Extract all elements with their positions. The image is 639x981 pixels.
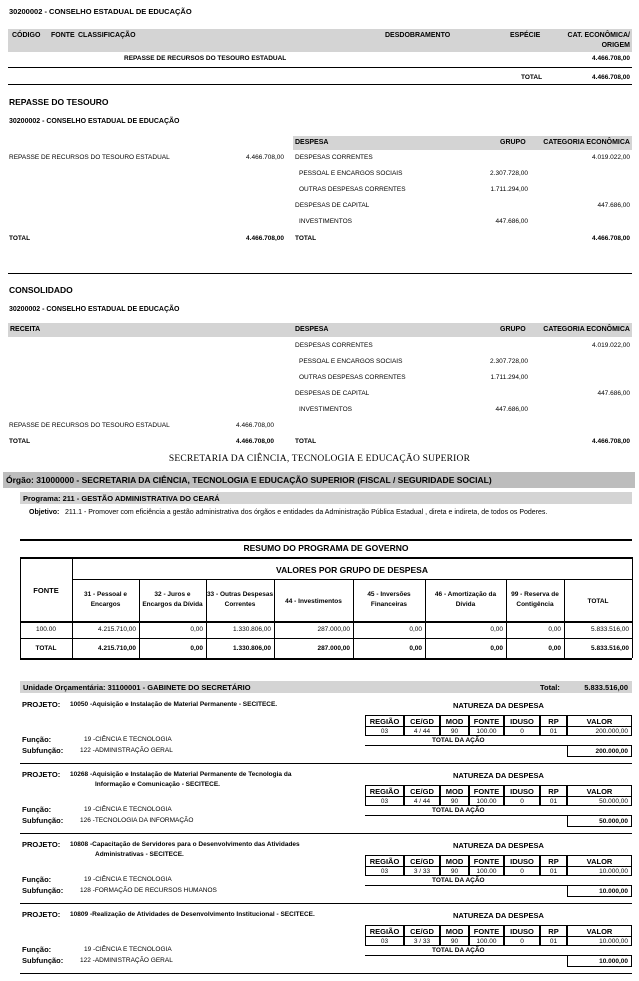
natureza-cell: 01 xyxy=(540,796,567,806)
resumo-row-value: 0,00 xyxy=(409,645,422,652)
natureza-cell: 0 xyxy=(504,726,540,736)
natureza-cell: 100.00 xyxy=(469,796,504,806)
projeto-title: -Realização de Atividades de Desenvolvimento Institucional - SECITECE. xyxy=(90,911,315,918)
projeto-separator xyxy=(20,763,632,764)
natureza-col-header: REGIÃO xyxy=(365,715,404,727)
resumo-row-value: 5.833.516,00 xyxy=(591,645,629,652)
natureza-cell: 01 xyxy=(540,866,567,876)
s3-total-label: TOTAL xyxy=(9,438,31,445)
natureza-cell: 03 xyxy=(365,726,404,736)
funcao-value: 19 -CIÊNCIA E TECNOLOGIA xyxy=(84,736,172,743)
s1-h-cat: CAT. ECONÔMICA/ xyxy=(567,32,630,39)
total-acao-value: 50.000,00 xyxy=(567,815,632,827)
resumo-col-header: 46 - Amortização da Dívida xyxy=(434,591,497,608)
natureza-col-header: RP xyxy=(540,715,567,727)
subfuncao-value: 128 -FORMAÇÃO DE RECURSOS HUMANOS xyxy=(80,887,217,894)
s2-row-label: INVESTIMENTOS xyxy=(299,218,352,225)
s3-row-cat: 447.686,00 xyxy=(597,390,630,397)
natureza-col-header: RP xyxy=(540,785,567,797)
s2-total-right: 4.466.708,00 xyxy=(592,235,630,242)
natureza-col-header: FONTE xyxy=(469,925,504,937)
unidade-total-label: Total: xyxy=(540,683,560,692)
resumo-row-value: 4.215.710,00 xyxy=(98,645,136,652)
s3-row-label: OUTRAS DESPESAS CORRENTES xyxy=(299,374,406,381)
natureza-title: NATUREZA DA DESPESA xyxy=(453,841,544,850)
natureza-cell: 90 xyxy=(440,796,469,806)
resumo-row-fonte: TOTAL xyxy=(35,645,57,652)
projeto-separator xyxy=(20,833,632,834)
natureza-cell: 3 / 33 xyxy=(404,866,440,876)
resumo-row-fonte: 100.00 xyxy=(36,626,56,633)
programa-title: Programa: 211 - GESTÃO ADMINISTRATIVA DO CEARÁ xyxy=(23,494,220,503)
natureza-cell: 90 xyxy=(440,936,469,946)
total-acao-line xyxy=(365,745,567,746)
natureza-cell: 0 xyxy=(504,796,540,806)
s1-total-label: TOTAL xyxy=(521,74,543,81)
funcao-value: 19 -CIÊNCIA E TECNOLOGIA xyxy=(84,876,172,883)
natureza-col-header: IDUSO xyxy=(504,925,540,937)
resumo-row-value: 0,00 xyxy=(490,645,503,652)
resumo-row-value: 0,00 xyxy=(409,626,422,633)
total-acao-value: 10.000,00 xyxy=(567,955,632,967)
natureza-cell: 50.000,00 xyxy=(567,796,632,806)
s3-row-label: PESSOAL E ENCARGOS SOCIAIS xyxy=(299,358,403,365)
s3-total-label2: TOTAL xyxy=(295,438,317,445)
total-acao-value: 10.000,00 xyxy=(567,885,632,897)
resumo-vline xyxy=(72,557,73,658)
natureza-cell: 100.00 xyxy=(469,866,504,876)
projeto-label: PROJETO: xyxy=(22,700,61,709)
resumo-row-value: 5.833.516,00 xyxy=(591,626,629,633)
s1-row-label: REPASSE DE RECURSOS DO TESOURO ESTADUAL xyxy=(124,55,287,62)
natureza-cell: 4 / 44 xyxy=(404,726,440,736)
s3-left-value: 4.466.708,00 xyxy=(236,422,274,429)
resumo-vline xyxy=(425,579,426,658)
natureza-cell: 01 xyxy=(540,936,567,946)
funcao-label: Função: xyxy=(22,735,52,744)
resumo-col-header: TOTAL xyxy=(587,598,609,605)
natureza-col-header: IDUSO xyxy=(504,715,540,727)
s2-row-grupo: 2.307.728,00 xyxy=(490,170,528,177)
natureza-col-header: REGIÃO xyxy=(365,925,404,937)
s2-h-cat: CATEGORIA ECONÔMICA xyxy=(543,139,630,146)
unidade-total-value: 5.833.516,00 xyxy=(584,683,628,692)
natureza-col-header: CE/GD xyxy=(404,925,440,937)
natureza-col-header: VALOR xyxy=(567,855,632,867)
s3-row-label: INVESTIMENTOS xyxy=(299,406,352,413)
s1-row-value: 4.466.708,00 xyxy=(592,55,630,62)
resumo-row-value: 0,00 xyxy=(548,626,561,633)
natureza-cell: 90 xyxy=(440,726,469,736)
natureza-col-header: REGIÃO xyxy=(365,855,404,867)
natureza-col-header: MOD xyxy=(440,715,469,727)
s3-row-grupo: 2.307.728,00 xyxy=(490,358,528,365)
projeto-label: PROJETO: xyxy=(22,910,61,919)
natureza-title: NATUREZA DA DESPESA xyxy=(453,911,544,920)
s3-row-cat: 4.019.022,00 xyxy=(592,342,630,349)
s2-row-grupo: 447.686,00 xyxy=(495,218,528,225)
s1-h-codigo: CÓDIGO xyxy=(12,32,41,39)
total-acao-label: TOTAL DA AÇÃO xyxy=(432,807,485,814)
s3-org: 30200002 - CONSELHO ESTADUAL DE EDUCAÇÃO xyxy=(9,306,180,313)
s2-left-label: REPASSE DE RECURSOS DO TESOURO ESTADUAL xyxy=(9,154,170,161)
natureza-col-header: RP xyxy=(540,925,567,937)
s1-org-title: 30200002 - CONSELHO ESTADUAL DE EDUCAÇÃO xyxy=(9,7,192,16)
resumo-row-value: 4.215.710,00 xyxy=(98,626,136,633)
natureza-col-header: IDUSO xyxy=(504,855,540,867)
funcao-value: 19 -CIÊNCIA E TECNOLOGIA xyxy=(84,806,172,813)
resumo-vline xyxy=(506,579,507,658)
resumo-row-value: 0,00 xyxy=(548,645,561,652)
s2-row-cat: 4.019.022,00 xyxy=(592,154,630,161)
total-acao-label: TOTAL DA AÇÃO xyxy=(432,947,485,954)
subfuncao-label: Subfunção: xyxy=(22,886,64,895)
s3-row-label: DESPESAS CORRENTES xyxy=(295,342,373,349)
s3-h-despesa: DESPESA xyxy=(295,326,329,333)
projeto-separator xyxy=(20,903,632,904)
resumo-row-value: 0,00 xyxy=(490,626,503,633)
resumo-vline xyxy=(632,557,633,658)
resumo-vline xyxy=(353,579,354,658)
s2-org: 30200002 - CONSELHO ESTADUAL DE EDUCAÇÃO xyxy=(9,118,180,125)
subfuncao-label: Subfunção: xyxy=(22,956,64,965)
s3-row-grupo: 1.711.294,00 xyxy=(490,374,528,381)
resumo-col-header: 33 - Outras Despesas Correntes xyxy=(206,591,274,608)
resumo-row-value: 1.330.806,00 xyxy=(233,626,271,633)
natureza-cell: 0 xyxy=(504,936,540,946)
s3-left-label: REPASSE DE RECURSOS DO TESOURO ESTADUAL xyxy=(9,422,170,429)
unidade-label: Unidade Orçamentária: 31100001 - GABINETE DO SECRETÁRIO xyxy=(23,683,251,692)
s2-row-label: DESPESAS DE CAPITAL xyxy=(295,202,370,209)
natureza-cell: 03 xyxy=(365,796,404,806)
natureza-title: NATUREZA DA DESPESA xyxy=(453,701,544,710)
s3-h-grupo: GRUPO xyxy=(500,326,526,333)
funcao-label: Função: xyxy=(22,805,52,814)
total-acao-label: TOTAL DA AÇÃO xyxy=(432,877,485,884)
resumo-col-header: 45 - Inversões Financeiras xyxy=(367,591,411,608)
projeto-title: -Aquisição e Instalação de Material Permanente - SECITECE. xyxy=(90,701,278,708)
natureza-cell: 90 xyxy=(440,866,469,876)
orgao-title: Órgão: 31000000 - SECRETARIA DA CIÊNCIA, TECNOLOGIA E EDUCAÇÃO SUPERIOR (FISCAL / SEGURIDADE SOCIAL) xyxy=(6,475,492,485)
s2-h-despesa: DESPESA xyxy=(295,139,329,146)
natureza-col-header: FONTE xyxy=(469,855,504,867)
resumo-row-value: 287.000,00 xyxy=(317,645,350,652)
natureza-col-header: RP xyxy=(540,855,567,867)
subfuncao-label: Subfunção: xyxy=(22,816,64,825)
resumo-title: RESUMO DO PROGRAMA DE GOVERNO xyxy=(243,543,409,553)
resumo-col-header: 31 - Pessoal e Encargos xyxy=(84,591,127,608)
projeto-title: -Aquisição e Instalação de Material Permanente de Tecnologia da xyxy=(90,771,292,778)
projeto-code: 10050 xyxy=(70,701,89,708)
resumo-col-header: 44 - Investimentos xyxy=(285,598,342,605)
resumo-row-value: 0,00 xyxy=(190,626,203,633)
resumo-fonte-header: FONTE xyxy=(33,586,59,595)
natureza-col-header: IDUSO xyxy=(504,785,540,797)
natureza-col-header: VALOR xyxy=(567,925,632,937)
natureza-col-header: MOD xyxy=(440,785,469,797)
s2-h-grupo: GRUPO xyxy=(500,139,526,146)
s1-h-desdobramento: DESDOBRAMENTO xyxy=(385,32,451,39)
projeto-separator xyxy=(20,973,632,974)
resumo-vline xyxy=(206,579,207,658)
s1-h-classificacao: CLASSIFICAÇÃO xyxy=(78,32,136,39)
s3-row-label: DESPESAS DE CAPITAL xyxy=(295,390,370,397)
total-acao-value: 200.000,00 xyxy=(567,745,632,757)
s3-title: CONSOLIDADO xyxy=(9,285,73,295)
s1-h-fonte: FONTE xyxy=(51,32,75,39)
natureza-col-header: MOD xyxy=(440,925,469,937)
resumo-row-line xyxy=(20,638,632,639)
subfuncao-label: Subfunção: xyxy=(22,746,64,755)
s3-h-receita: RECEITA xyxy=(10,326,41,333)
funcao-label: Função: xyxy=(22,945,52,954)
s1-h-origem: ORIGEM xyxy=(601,42,630,49)
s2-total-label: TOTAL xyxy=(9,235,31,242)
projeto-title: Administrativas - SECITECE. xyxy=(95,851,184,858)
resumo-row-value: 0,00 xyxy=(190,645,203,652)
subfuncao-value: 122 -ADMINISTRAÇÃO GERAL xyxy=(80,747,173,754)
natureza-cell: 10.000,00 xyxy=(567,936,632,946)
resumo-subtitle-line xyxy=(72,579,632,580)
subfuncao-value: 126 -TECNOLOGIA DA INFORMAÇÃO xyxy=(80,817,194,824)
natureza-col-header: VALOR xyxy=(567,785,632,797)
natureza-col-header: FONTE xyxy=(469,785,504,797)
objetivo-label: Objetivo: xyxy=(29,509,60,516)
natureza-col-header: CE/GD xyxy=(404,785,440,797)
natureza-title: NATUREZA DA DESPESA xyxy=(453,771,544,780)
resumo-bottom-line xyxy=(20,658,632,660)
s2-total-left: 4.466.708,00 xyxy=(246,235,284,242)
resumo-vline xyxy=(20,557,21,658)
secretaria-title: SECRETARIA DA CIÊNCIA, TECNOLOGIA E EDUCAÇÃO SUPERIOR xyxy=(168,454,471,464)
s2-total-label2: TOTAL xyxy=(295,235,317,242)
natureza-col-header: CE/GD xyxy=(404,855,440,867)
projeto-title: -Capacitação de Servidores para o Desenvolvimento das Atividades xyxy=(90,841,300,848)
resumo-title-line xyxy=(20,557,632,559)
resumo-vline xyxy=(139,579,140,658)
s3-row-grupo: 447.686,00 xyxy=(495,406,528,413)
resumo-col-header: 99 - Reserva de Contigência xyxy=(511,591,559,608)
total-acao-line xyxy=(365,955,567,956)
resumo-row-value: 1.330.806,00 xyxy=(233,645,271,652)
natureza-cell: 200.000,00 xyxy=(567,726,632,736)
natureza-cell: 03 xyxy=(365,866,404,876)
projeto-code: 10268 xyxy=(70,771,89,778)
s3-total-right: 4.466.708,00 xyxy=(592,438,630,445)
natureza-cell: 0 xyxy=(504,866,540,876)
natureza-col-header: MOD xyxy=(440,855,469,867)
total-acao-line xyxy=(365,885,567,886)
s1-total-value: 4.466.708,00 xyxy=(592,74,630,81)
total-acao-line xyxy=(365,815,567,816)
s1-divider xyxy=(8,67,632,68)
resumo-vline xyxy=(564,579,565,658)
resumo-top-line xyxy=(20,539,632,541)
total-acao-label: TOTAL DA AÇÃO xyxy=(432,737,485,744)
natureza-cell: 01 xyxy=(540,726,567,736)
natureza-col-header: REGIÃO xyxy=(365,785,404,797)
projeto-code: 10809 xyxy=(70,911,89,918)
natureza-col-header: VALOR xyxy=(567,715,632,727)
natureza-cell: 100.00 xyxy=(469,726,504,736)
s2-left-value: 4.466.708,00 xyxy=(246,154,284,161)
s1-bottom-line xyxy=(8,84,632,85)
natureza-cell: 100.00 xyxy=(469,936,504,946)
resumo-header-line xyxy=(20,621,632,623)
projeto-code: 10808 xyxy=(70,841,89,848)
natureza-cell: 3 / 33 xyxy=(404,936,440,946)
projeto-label: PROJETO: xyxy=(22,770,61,779)
subfuncao-value: 122 -ADMINISTRAÇÃO GERAL xyxy=(80,957,173,964)
natureza-col-header: CE/GD xyxy=(404,715,440,727)
s2-row-label: DESPESAS CORRENTES xyxy=(295,154,373,161)
s3-h-cat: CATEGORIA ECONÔMICA xyxy=(543,326,630,333)
s2-bottom-line xyxy=(8,273,632,274)
s1-h-especie: ESPÉCIE xyxy=(510,32,541,39)
s2-row-grupo: 1.711.294,00 xyxy=(490,186,528,193)
natureza-cell: 4 / 44 xyxy=(404,796,440,806)
funcao-value: 19 -CIÊNCIA E TECNOLOGIA xyxy=(84,946,172,953)
natureza-cell: 10.000,00 xyxy=(567,866,632,876)
objetivo-text: 211.1 - Promover com eficiência a gestão administrativa dos órgãos e entidades da Administração Pública Estadual , direta e indireta, de todos os Poderes. xyxy=(65,509,548,516)
natureza-col-header: FONTE xyxy=(469,715,504,727)
projeto-label: PROJETO: xyxy=(22,840,61,849)
s3-total-left: 4.466.708,00 xyxy=(236,438,274,445)
s2-row-label: PESSOAL E ENCARGOS SOCIAIS xyxy=(299,170,403,177)
funcao-label: Função: xyxy=(22,875,52,884)
resumo-subtitle: VALORES POR GRUPO DE DESPESA xyxy=(276,565,428,575)
projeto-title: Informação e Comunicação - SECITECE. xyxy=(95,781,220,788)
resumo-row-value: 287.000,00 xyxy=(317,626,350,633)
resumo-col-header: 32 - Juros e Encargos da Dívida xyxy=(142,591,203,608)
s2-row-cat: 447.686,00 xyxy=(597,202,630,209)
s2-title: REPASSE DO TESOURO xyxy=(9,97,109,107)
s2-row-label: OUTRAS DESPESAS CORRENTES xyxy=(299,186,406,193)
natureza-cell: 03 xyxy=(365,936,404,946)
resumo-vline xyxy=(274,579,275,658)
